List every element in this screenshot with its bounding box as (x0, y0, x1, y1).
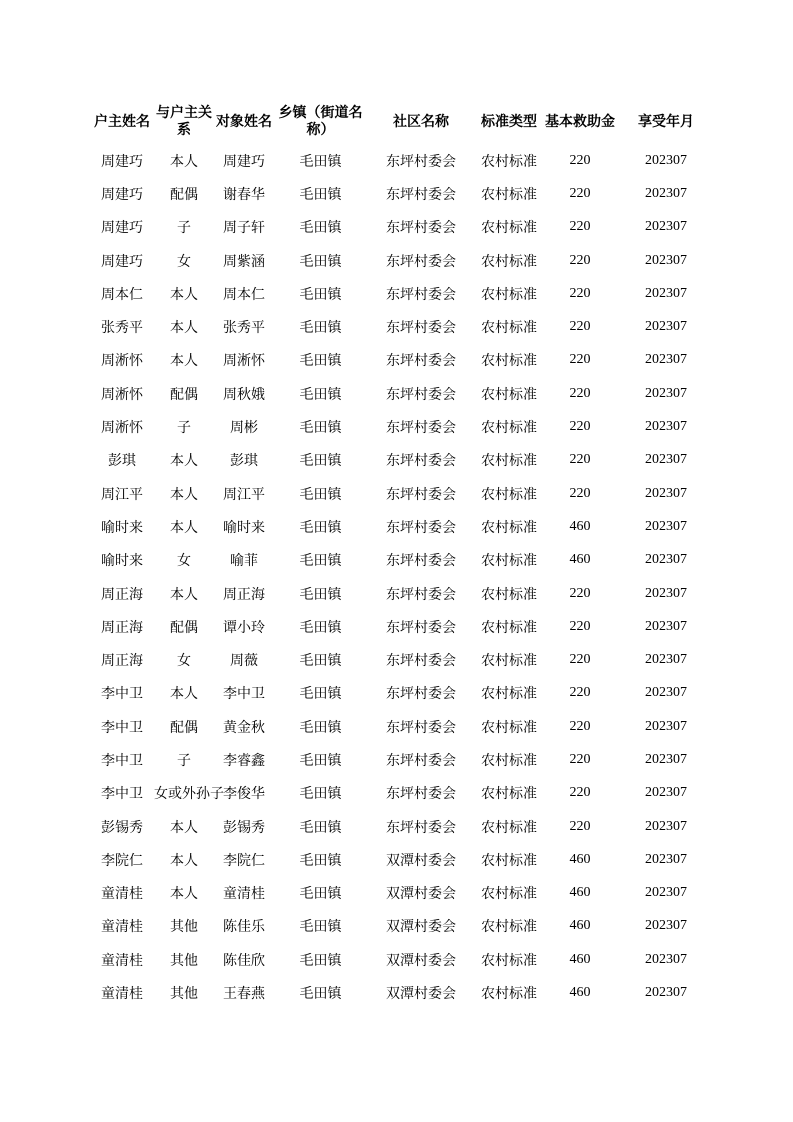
table-row (90, 577, 715, 610)
base-amount-cell: 220 (569, 352, 591, 368)
community-cell: 东坪村委会 (386, 653, 456, 670)
household-head-cell: 李中卫 (101, 786, 143, 803)
base-amount-cell: 220 (569, 818, 591, 834)
standard-type-cell: 农村标准 (481, 919, 537, 936)
relation-cell: 本人 (170, 819, 198, 836)
period-cell: 202307 (645, 585, 687, 601)
township-cell: 毛田镇 (299, 752, 342, 769)
period-cell: 202307 (645, 152, 687, 168)
table-row (90, 777, 715, 810)
base-amount-cell: 460 (569, 518, 591, 534)
period-cell: 202307 (645, 685, 687, 701)
township-cell: 毛田镇 (299, 420, 342, 437)
base-amount-cell: 220 (569, 618, 591, 634)
household-head-cell: 周建巧 (101, 253, 143, 270)
recipient-name-cell: 李院仁 (223, 852, 265, 869)
household-head-cell: 李中卫 (101, 752, 143, 769)
recipient-name-cell: 周子轩 (223, 220, 265, 237)
recipient-name-cell: 李中卫 (223, 686, 265, 703)
table-row (90, 710, 715, 743)
recipient-name-cell: 周淅怀 (223, 353, 265, 370)
header-standard-type: 标准类型 (481, 113, 537, 130)
township-cell: 毛田镇 (299, 653, 342, 670)
township-cell: 毛田镇 (299, 186, 342, 203)
household-head-cell: 童清桂 (101, 919, 143, 936)
base-amount-cell: 220 (569, 785, 591, 801)
recipient-name-cell: 陈佳乐 (223, 919, 265, 936)
household-head-cell: 周正海 (101, 586, 143, 603)
relation-cell: 本人 (170, 886, 198, 903)
base-amount-cell: 220 (569, 452, 591, 468)
table-header (90, 100, 715, 144)
base-amount-cell: 220 (569, 585, 591, 601)
relation-cell: 本人 (170, 686, 198, 703)
base-amount-cell: 460 (569, 885, 591, 901)
header-period: 享受年月 (638, 113, 694, 130)
table-row (90, 477, 715, 510)
base-amount-cell: 220 (569, 685, 591, 701)
table-row (90, 177, 715, 210)
table-row (90, 843, 715, 876)
township-cell: 毛田镇 (299, 519, 342, 536)
base-amount-cell: 220 (569, 285, 591, 301)
period-cell: 202307 (645, 552, 687, 568)
standard-type-cell: 农村标准 (481, 553, 537, 570)
standard-type-cell: 农村标准 (481, 320, 537, 337)
household-head-cell: 周淅怀 (101, 386, 143, 403)
township-cell: 毛田镇 (299, 153, 342, 170)
standard-type-cell: 农村标准 (481, 852, 537, 869)
recipient-name-cell: 周薇 (230, 653, 258, 670)
household-head-cell: 周建巧 (101, 186, 143, 203)
recipient-name-cell: 王春燕 (223, 986, 265, 1003)
standard-type-cell: 农村标准 (481, 386, 537, 403)
community-cell: 双潭村委会 (386, 986, 456, 1003)
header-base-amount: 基本救助金 (545, 113, 615, 130)
community-cell: 东坪村委会 (386, 286, 456, 303)
recipient-name-cell: 周秋娥 (223, 386, 265, 403)
household-head-cell: 张秀平 (101, 320, 143, 337)
community-cell: 双潭村委会 (386, 852, 456, 869)
period-cell: 202307 (645, 252, 687, 268)
period-cell: 202307 (645, 918, 687, 934)
recipient-name-cell: 李睿鑫 (223, 752, 265, 769)
relation-cell: 子 (177, 752, 191, 769)
standard-type-cell: 农村标准 (481, 186, 537, 203)
recipient-name-cell: 谢春华 (223, 186, 265, 203)
household-head-cell: 周建巧 (101, 153, 143, 170)
standard-type-cell: 农村标准 (481, 619, 537, 636)
standard-type-cell: 农村标准 (481, 752, 537, 769)
township-cell: 毛田镇 (299, 586, 342, 603)
relation-cell: 其他 (170, 919, 198, 936)
table-row (90, 244, 715, 277)
recipient-name-cell: 陈佳欣 (223, 952, 265, 969)
base-amount-cell: 220 (569, 485, 591, 501)
township-cell: 毛田镇 (299, 919, 342, 936)
community-cell: 东坪村委会 (386, 519, 456, 536)
household-head-cell: 童清桂 (101, 986, 143, 1003)
table-row (90, 277, 715, 310)
period-cell: 202307 (645, 785, 687, 801)
standard-type-cell: 农村标准 (481, 486, 537, 503)
community-cell: 东坪村委会 (386, 686, 456, 703)
household-head-cell: 周正海 (101, 619, 143, 636)
household-head-cell: 周正海 (101, 653, 143, 670)
community-cell: 东坪村委会 (386, 586, 456, 603)
base-amount-cell: 220 (569, 319, 591, 335)
township-cell: 毛田镇 (299, 353, 342, 370)
period-cell: 202307 (645, 452, 687, 468)
header-row (90, 100, 715, 144)
standard-type-cell: 农村标准 (481, 519, 537, 536)
recipient-name-cell: 周紫涵 (223, 253, 265, 270)
household-head-cell: 周江平 (101, 486, 143, 503)
header-township: 乡镇（街道名称） (278, 105, 363, 138)
township-cell: 毛田镇 (299, 553, 342, 570)
period-cell: 202307 (645, 751, 687, 767)
standard-type-cell: 农村标准 (481, 986, 537, 1003)
relation-cell: 本人 (170, 486, 198, 503)
township-cell: 毛田镇 (299, 686, 342, 703)
standard-type-cell: 农村标准 (481, 586, 537, 603)
recipient-name-cell: 童清桂 (223, 886, 265, 903)
header-household-head: 户主姓名 (94, 113, 150, 130)
base-amount-cell: 220 (569, 718, 591, 734)
household-head-cell: 周淅怀 (101, 353, 143, 370)
relation-cell: 配偶 (170, 186, 198, 203)
community-cell: 东坪村委会 (386, 553, 456, 570)
standard-type-cell: 农村标准 (481, 286, 537, 303)
standard-type-cell: 农村标准 (481, 453, 537, 470)
township-cell: 毛田镇 (299, 886, 342, 903)
recipient-name-cell: 周彬 (230, 420, 258, 437)
community-cell: 东坪村委会 (386, 253, 456, 270)
household-head-cell: 彭锡秀 (101, 819, 143, 836)
relation-cell: 本人 (170, 353, 198, 370)
table-row (90, 144, 715, 177)
base-amount-cell: 220 (569, 152, 591, 168)
community-cell: 东坪村委会 (386, 453, 456, 470)
assistance-roster-table (90, 100, 715, 1010)
period-cell: 202307 (645, 951, 687, 967)
table-row (90, 211, 715, 244)
township-cell: 毛田镇 (299, 253, 342, 270)
township-cell: 毛田镇 (299, 786, 342, 803)
household-head-cell: 周淅怀 (101, 420, 143, 437)
base-amount-cell: 220 (569, 419, 591, 435)
relation-cell: 配偶 (170, 386, 198, 403)
standard-type-cell: 农村标准 (481, 819, 537, 836)
header-recipient-name: 对象姓名 (216, 113, 272, 130)
header-relation: 与户主关系 (156, 105, 212, 138)
relation-cell: 本人 (170, 519, 198, 536)
base-amount-cell: 460 (569, 985, 591, 1001)
relation-cell: 女 (177, 553, 191, 570)
township-cell: 毛田镇 (299, 453, 342, 470)
table-row (90, 743, 715, 776)
period-cell: 202307 (645, 385, 687, 401)
recipient-name-cell: 张秀平 (223, 320, 265, 337)
household-head-cell: 周建巧 (101, 220, 143, 237)
period-cell: 202307 (645, 219, 687, 235)
period-cell: 202307 (645, 319, 687, 335)
community-cell: 东坪村委会 (386, 320, 456, 337)
township-cell: 毛田镇 (299, 486, 342, 503)
relation-cell: 本人 (170, 153, 198, 170)
table-row (90, 310, 715, 343)
standard-type-cell: 农村标准 (481, 719, 537, 736)
township-cell: 毛田镇 (299, 386, 342, 403)
township-cell: 毛田镇 (299, 619, 342, 636)
standard-type-cell: 农村标准 (481, 420, 537, 437)
relation-cell: 配偶 (170, 619, 198, 636)
period-cell: 202307 (645, 885, 687, 901)
community-cell: 东坪村委会 (386, 353, 456, 370)
recipient-name-cell: 喻时来 (223, 519, 265, 536)
township-cell: 毛田镇 (299, 986, 342, 1003)
base-amount-cell: 460 (569, 951, 591, 967)
table-row (90, 643, 715, 676)
period-cell: 202307 (645, 485, 687, 501)
recipient-name-cell: 黄金秋 (223, 719, 265, 736)
standard-type-cell: 农村标准 (481, 220, 537, 237)
household-head-cell: 李中卫 (101, 686, 143, 703)
table-body (90, 144, 715, 1010)
base-amount-cell: 220 (569, 252, 591, 268)
relation-cell: 本人 (170, 286, 198, 303)
base-amount-cell: 460 (569, 918, 591, 934)
household-head-cell: 童清桂 (101, 886, 143, 903)
household-head-cell: 彭琪 (108, 453, 136, 470)
table-row (90, 943, 715, 976)
period-cell: 202307 (645, 419, 687, 435)
standard-type-cell: 农村标准 (481, 353, 537, 370)
relation-cell: 子 (177, 420, 191, 437)
base-amount-cell: 460 (569, 552, 591, 568)
standard-type-cell: 农村标准 (481, 686, 537, 703)
base-amount-cell: 220 (569, 751, 591, 767)
community-cell: 东坪村委会 (386, 220, 456, 237)
table-row (90, 344, 715, 377)
relation-cell: 其他 (170, 952, 198, 969)
standard-type-cell: 农村标准 (481, 653, 537, 670)
community-cell: 东坪村委会 (386, 186, 456, 203)
recipient-name-cell: 谭小玲 (223, 619, 265, 636)
township-cell: 毛田镇 (299, 819, 342, 836)
household-head-cell: 喻时来 (101, 519, 143, 536)
table-row (90, 544, 715, 577)
relation-cell: 本人 (170, 852, 198, 869)
relation-cell: 本人 (170, 586, 198, 603)
relation-cell: 本人 (170, 320, 198, 337)
recipient-name-cell: 彭锡秀 (223, 819, 265, 836)
township-cell: 毛田镇 (299, 220, 342, 237)
base-amount-cell: 220 (569, 385, 591, 401)
recipient-name-cell: 李俊华 (223, 786, 265, 803)
table-row (90, 810, 715, 843)
standard-type-cell: 农村标准 (481, 786, 537, 803)
household-head-cell: 李院仁 (101, 852, 143, 869)
table-row (90, 444, 715, 477)
period-cell: 202307 (645, 851, 687, 867)
community-cell: 东坪村委会 (386, 719, 456, 736)
relation-cell: 女 (177, 653, 191, 670)
table-row (90, 610, 715, 643)
household-head-cell: 李中卫 (101, 719, 143, 736)
table-row (90, 910, 715, 943)
township-cell: 毛田镇 (299, 952, 342, 969)
period-cell: 202307 (645, 285, 687, 301)
community-cell: 东坪村委会 (386, 752, 456, 769)
recipient-name-cell: 彭琪 (230, 453, 258, 470)
standard-type-cell: 农村标准 (481, 886, 537, 903)
township-cell: 毛田镇 (299, 719, 342, 736)
table-row (90, 976, 715, 1009)
table-row (90, 677, 715, 710)
township-cell: 毛田镇 (299, 852, 342, 869)
period-cell: 202307 (645, 618, 687, 634)
township-cell: 毛田镇 (299, 286, 342, 303)
recipient-name-cell: 周建巧 (223, 153, 265, 170)
relation-cell: 配偶 (170, 719, 198, 736)
header-community: 社区名称 (393, 113, 449, 130)
period-cell: 202307 (645, 518, 687, 534)
household-head-cell: 童清桂 (101, 952, 143, 969)
relation-cell: 其他 (170, 986, 198, 1003)
community-cell: 东坪村委会 (386, 153, 456, 170)
period-cell: 202307 (645, 185, 687, 201)
standard-type-cell: 农村标准 (481, 253, 537, 270)
recipient-name-cell: 喻菲 (230, 553, 258, 570)
community-cell: 双潭村委会 (386, 952, 456, 969)
community-cell: 双潭村委会 (386, 886, 456, 903)
base-amount-cell: 460 (569, 851, 591, 867)
period-cell: 202307 (645, 652, 687, 668)
community-cell: 东坪村委会 (386, 486, 456, 503)
recipient-name-cell: 周本仁 (223, 286, 265, 303)
community-cell: 东坪村委会 (386, 420, 456, 437)
community-cell: 东坪村委会 (386, 786, 456, 803)
community-cell: 东坪村委会 (386, 619, 456, 636)
base-amount-cell: 220 (569, 185, 591, 201)
period-cell: 202307 (645, 352, 687, 368)
table-row (90, 377, 715, 410)
table-row (90, 877, 715, 910)
community-cell: 双潭村委会 (386, 919, 456, 936)
standard-type-cell: 农村标准 (481, 952, 537, 969)
township-cell: 毛田镇 (299, 320, 342, 337)
period-cell: 202307 (645, 718, 687, 734)
recipient-name-cell: 周正海 (223, 586, 265, 603)
relation-cell: 子 (177, 220, 191, 237)
household-head-cell: 喻时来 (101, 553, 143, 570)
table-row (90, 410, 715, 443)
period-cell: 202307 (645, 818, 687, 834)
recipient-name-cell: 周江平 (223, 486, 265, 503)
household-head-cell: 周本仁 (101, 286, 143, 303)
relation-cell: 本人 (170, 453, 198, 470)
base-amount-cell: 220 (569, 652, 591, 668)
relation-cell: 女 (177, 253, 191, 270)
relation-cell: 女或外孙子 (154, 786, 224, 803)
base-amount-cell: 220 (569, 219, 591, 235)
community-cell: 东坪村委会 (386, 386, 456, 403)
period-cell: 202307 (645, 985, 687, 1001)
standard-type-cell: 农村标准 (481, 153, 537, 170)
community-cell: 东坪村委会 (386, 819, 456, 836)
table-row (90, 510, 715, 543)
